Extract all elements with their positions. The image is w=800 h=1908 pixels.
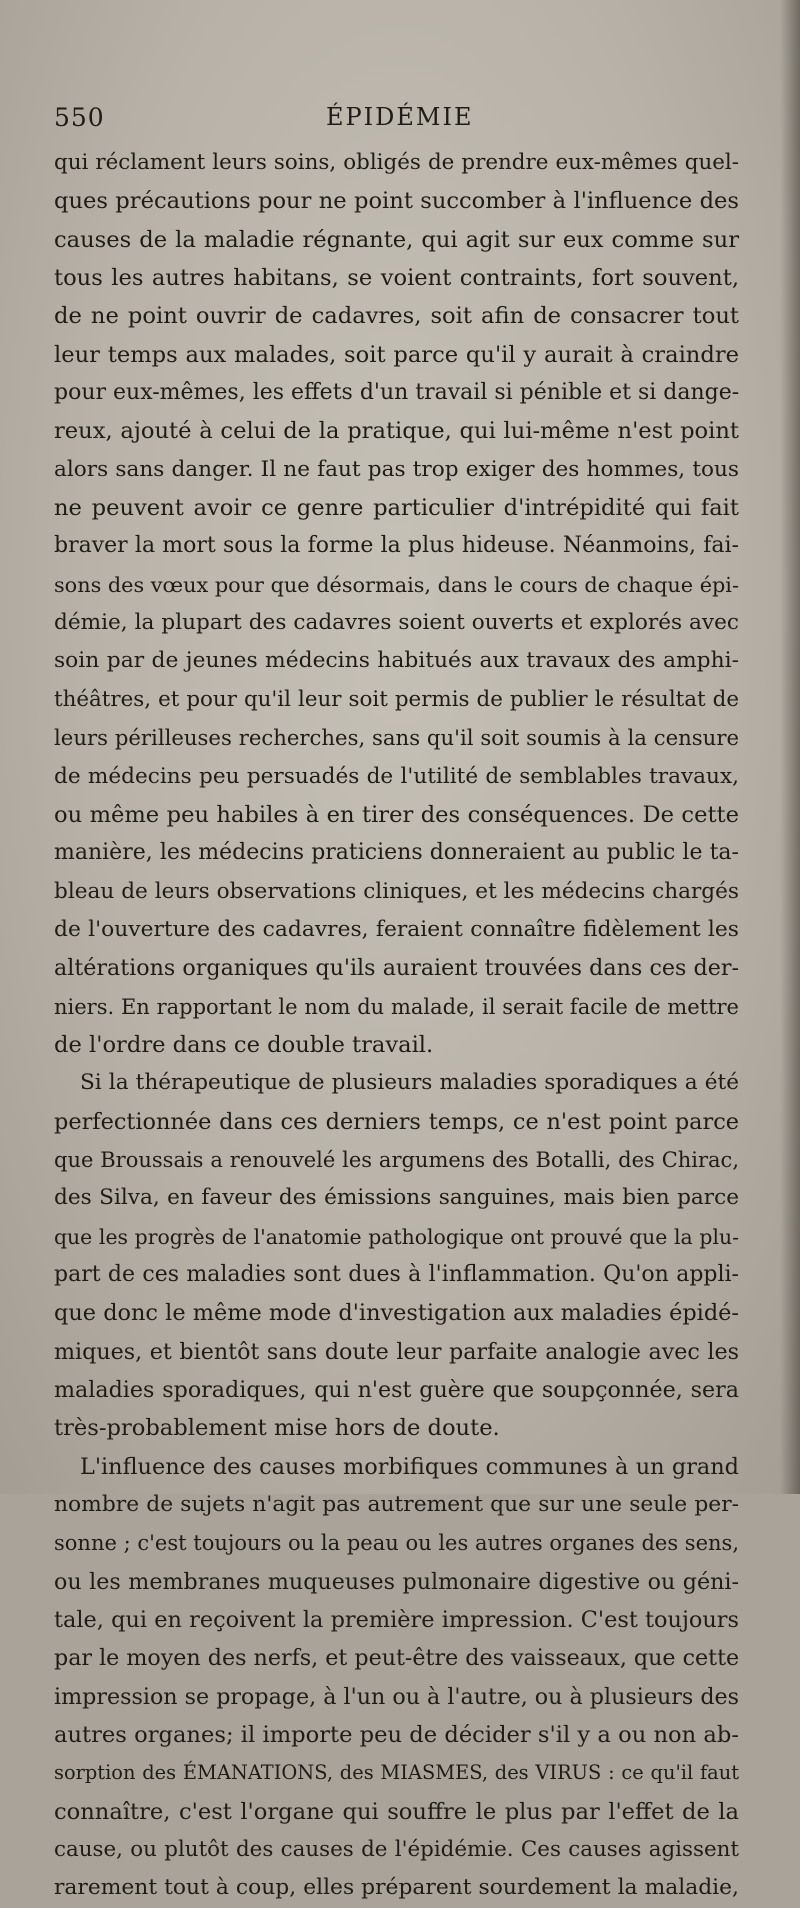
text-line: connaître, c'est l'organe qui souffre le plus par l'effet de la — [54, 1798, 739, 1825]
text-line: miques, et bientôt sans doute leur parfaite analogie avec les — [54, 1338, 739, 1365]
text-line: de ne point ouvrir de cadavres, soit afin de consacrer tout — [54, 303, 739, 330]
text-line: par le moyen des nerfs, et peut-être des vaisseaux, que cette — [54, 1645, 740, 1672]
text-line: ques précautions pour ne point succomber à l'influence des — [54, 188, 739, 215]
text-line: sorption des ÉMANATIONS, des MIASMES, des VIRUS : ce qu'il faut — [54, 1761, 739, 1785]
text-line: reux, ajouté à celui de la pratique, qui lui-même n'est point — [54, 418, 739, 445]
text-line: cause, ou plutôt des causes de l'épidémie. Ces causes agissent — [54, 1837, 739, 1863]
text-line: théâtres, et pour qu'il leur soit permis de publier le résultat de — [54, 686, 739, 712]
text-line: des Silva, en faveur des émissions sanguines, mais bien parce — [54, 1185, 739, 1211]
text-line: perfectionnée dans ces derniers temps, ce n'est point parce — [54, 1108, 739, 1135]
text-line: pour eux-mêmes, les effets d'un travail si pénible et si dange- — [54, 380, 740, 406]
text-line: braver la mort sous la forme la plus hideuse. Néanmoins, fai- — [54, 533, 739, 559]
text-line: Si la thérapeutique de plusieurs maladies sporadiques a été — [80, 1070, 739, 1096]
text-line: sonne ; c'est toujours ou la peau ou les autres organes des sens, — [54, 1531, 739, 1556]
text-line: de médecins peu persuadés de l'utilité de semblables travaux, — [54, 763, 739, 789]
text-line: altérations organiques qu'ils auraient trouvées dans ces der- — [54, 955, 739, 982]
text-line: maladies sporadiques, qui n'est guère que soupçonnée, sera — [54, 1377, 739, 1403]
text-line: rarement tout à coup, elles préparent sourdement la maladie, — [54, 1875, 739, 1901]
text-line: démie, la plupart des cadavres soient ouverts et explorés avec — [54, 610, 739, 636]
page-header — [54, 103, 744, 143]
text-line: ou même peu habiles à en tirer des conséquences. De cette — [54, 801, 739, 828]
text-line: L'influence des causes morbifiques communes à un grand — [80, 1453, 739, 1480]
page-edge-shadow — [780, 0, 800, 1494]
text-line: bleau de leurs observations cliniques, et les médecins chargés — [54, 878, 739, 904]
text-line: leurs périlleuses recherches, sans qu'il soit soumis à la censure — [54, 725, 739, 751]
text-line: tous les autres habitans, se voient contraints, fort souvent, — [54, 265, 739, 292]
text-line: autres organes; il importe peu de décider s'il y a ou non ab- — [54, 1722, 739, 1749]
running-title: ÉPIDÉMIE — [326, 103, 474, 131]
text-line: part de ces maladies sont dues à l'inflammation. Qu'on appli- — [54, 1261, 739, 1287]
text-line: que Broussais a renouvelé les argumens des Botalli, des Chirac, — [54, 1147, 739, 1172]
text-line: sons des vœux pour que désormais, dans le cours de chaque épi- — [54, 572, 739, 597]
text-line: leur temps aux malades, soit parce qu'il y aurait à craindre — [54, 341, 739, 368]
text-line: causes de la maladie régnante, qui agit sur eux comme sur — [54, 226, 739, 253]
page-number: 550 — [54, 103, 105, 132]
text-line: alors sans danger. Il ne faut pas trop exiger des hommes, tous — [54, 456, 739, 482]
text-line: que donc le même mode d'investigation aux maladies épidé- — [54, 1300, 739, 1327]
text-line: impression se propage, à l'un ou à l'autre, ou à plusieurs des — [54, 1683, 740, 1710]
text-line: tale, qui en reçoivent la première impression. C'est toujours — [54, 1607, 739, 1634]
text-line: ou les membranes muqueuses pulmonaire digestive ou géni- — [54, 1568, 739, 1595]
text-line: ne peuvent avoir ce genre particulier d'intrépidité qui fait — [54, 495, 739, 522]
text-line: très-probablement mise hors de doute. — [54, 1415, 500, 1442]
text-line: niers. En rapportant le nom du malade, il serait facile de mettre — [54, 994, 739, 1019]
text-line: de l'ouverture des cadavres, feraient connaître fidèlement les — [54, 916, 739, 942]
text-line: de l'ordre dans ce double travail. — [54, 1031, 434, 1058]
text-line: qui réclament leurs soins, obligés de prendre eux-mêmes quel- — [54, 150, 739, 175]
text-line: que les progrès de l'anatomie pathologique ont prouvé que la plu- — [54, 1224, 739, 1249]
body-text — [54, 144, 739, 1908]
text-line: manière, les médecins praticiens donneraient au public le ta- — [54, 840, 739, 866]
text-line: nombre de sujets n'agit pas autrement que sur une seule per- — [54, 1492, 739, 1518]
text-line: soin par de jeunes médecins habitués aux travaux des amphi- — [54, 648, 739, 674]
